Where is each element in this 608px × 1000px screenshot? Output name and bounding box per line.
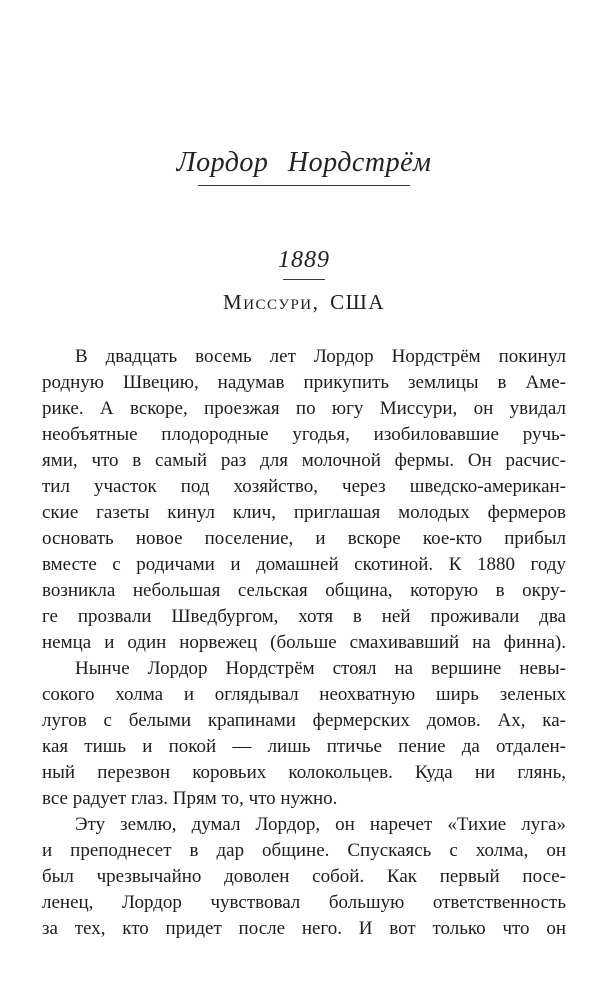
text-line: В двадцать восемь лет Лордор Нордстрём покинул [75,345,566,367]
text-line: возникла небольшая сельская община, которую в окру- [42,579,566,601]
paragraph [42,344,566,656]
text-line: кая тишь и покой — лишь птичье пение да отдален- [42,735,566,757]
chapter-year-rule [283,279,325,280]
text-line: и преподнесет в дар общине. Спускаясь с холма, он [42,839,566,861]
text-line: родную Швецию, надумав прикупить землицы в Аме- [42,371,566,393]
text-line: ями, что в самый раз для молочной фермы. Он расчис- [42,449,566,471]
text-line: за тех, кто придет после него. И вот только что он [42,917,566,939]
chapter-title-rule [198,185,410,186]
text-line: тил участок под хозяйство, через шведско-американ- [42,475,566,497]
text-line: лугов с белыми крапинами фермерских домов. Ах, ка- [42,709,566,731]
chapter-year: 1889 [278,246,330,273]
text-line: немца и один норвежец (больше смахивавший на финна). [42,631,566,653]
text-line: основать новое поселение, и вскоре кое-кто прибыл [42,527,566,549]
text-line: сокого холма и оглядывал неохватную ширь зеленых [42,683,566,705]
paragraph [42,656,566,812]
text-line: необъятные плодородные угодья, изобиловавшие ручь- [42,423,566,445]
text-line: ге прозвали Шведбургом, хотя в ней проживали два [42,605,566,627]
chapter-heading [42,146,566,186]
chapter-location: Миссури, США [223,290,385,315]
text-line: ленец, Лордор чувствовал большую ответственность [42,891,566,913]
body-text [42,344,566,942]
text-line: рике. А вскоре, проезжая по югу Миссури, он увидал [42,397,566,419]
paragraph [42,812,566,942]
text-line: все радует глаз. Прям то, что нужно. [42,787,338,809]
chapter-title: Лордор Нордстрём [176,147,432,178]
text-line: Эту землю, думал Лордор, он наречет «Тихие луга» [75,813,566,835]
text-line: Нынче Лордор Нордстрём стоял на вершине невы- [75,657,566,679]
text-line: был чрезвычайно доволен собой. Как первый посе- [42,865,566,887]
text-line: ный перезвон коровьих колокольцев. Куда ни глянь, [42,761,566,783]
chapter-year-block [42,246,566,281]
text-line: ские газеты кинул клич, приглашая молодых фермеров [42,501,566,523]
text-line: вместе с родичами и домашней скотиной. К 1880 году [42,553,566,575]
